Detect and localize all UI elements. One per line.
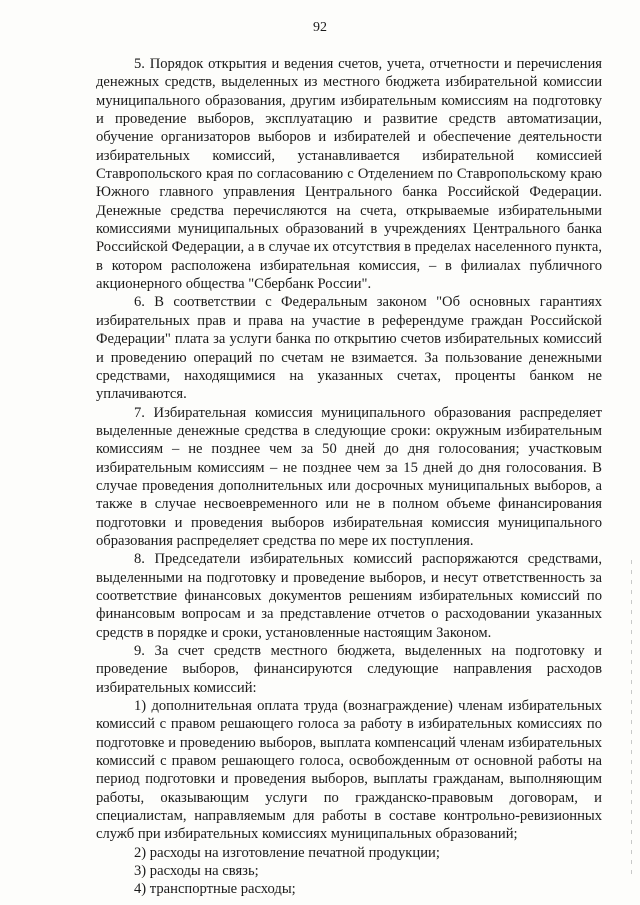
paragraph-5: 5. Порядок открытия и ведения счетов, учета, отчетности и перечисления денежных средств, выделенных из местного бюджета избирательной комиссии муниципального образования, другим избирательным комиссиям на подготовку и проведение выборов, эксплуатацию и развитие средств автоматизации, обучение организаторов выборов и избирателей и обеспечение деятельности избирательных комиссий, устанавливается избирательной комиссией Ставропольского края по согласованию с Отделением по Ставропольскому краю Южного главного управления Центрального банка Российской Федерации. Денежные средства перечисляются на счета, открываемые избирательными комиссиями муниципальных образований в учреждениях Центрального банка Российской Федерации, а в случае их отсутствия в пределах населенного пункта, в котором расположена избирательная комиссия, – в филиалах публичного акционерного общества "Сбербанк России".	[96, 56, 602, 293]
list-item-3: 3) расходы на связь;	[134, 863, 259, 880]
paragraph-6: 6. В соответствии с Федеральным законом "Об основных гарантиях избирательных прав и права на участие в референдуме граждан Российской Федерации" плата за услуги банка по открытию счетов избирательных комиссий и проведению операций по счетам не взимается. За пользование денежными средствами, находящимися на указанных счетах, проценты банком не уплачиваются.	[96, 294, 602, 403]
list-item-2: 2) расходы на изготовление печатной продукции;	[134, 844, 440, 861]
list-item-1: 1) дополнительная оплата труда (вознаграждение) членам избирательных комиссий с правом решающего голоса за работу в избирательных комиссиях по подготовке и проведению выборов, выплата компенсаций членам избирательных комиссий с правом решающего голоса, освобожденным от основной работы на период подготовки и проведения выборов, выплаты гражданам, выполняющим работы, оказывающим услуги по гражданско-правовым договорам, и специалистам, направляемым для работы в составе контрольно-ревизионных служб при избирательных комиссиях муниципальных образований;	[96, 698, 602, 843]
list-item-4: 4) транспортные расходы;	[134, 881, 296, 898]
paragraph-7: 7. Избирательная комиссия муниципального образования распределяет выделенные денежные средства в следующие сроки: окружным избирательным комиссиям – не позднее чем за 50 дней до дня голосования; участковым избирательным комиссиям – не позднее чем за 15 дней до дня голосования. В случае проведения дополнительных или досрочных муниципальных выборов, а также в случае несвоевременного или не в полном объеме финансирования подготовки и проведения выборов избирательная комиссия муниципального образования распределяет средства по мере их поступления.	[96, 404, 602, 549]
paragraph-9: 9. За счет средств местного бюджета, выделенных на подготовку и проведение выборов, финансируются следующие направления расходов избирательных комиссий:	[96, 643, 602, 696]
document-body	[96, 55, 602, 899]
page-number: 92	[313, 20, 327, 35]
paragraph-8: 8. Председатели избирательных комиссий распоряжаются средствами, выделенными на подготовку и проведение выборов, и несут ответственность за соответствие финансовых документов решениям избирательных комиссий по финансовым вопросам и за представление отчетов о расходовании указанных средств в порядке и сроки, установленные настоящим Законом.	[96, 551, 602, 641]
scan-edge-mark	[631, 560, 632, 880]
